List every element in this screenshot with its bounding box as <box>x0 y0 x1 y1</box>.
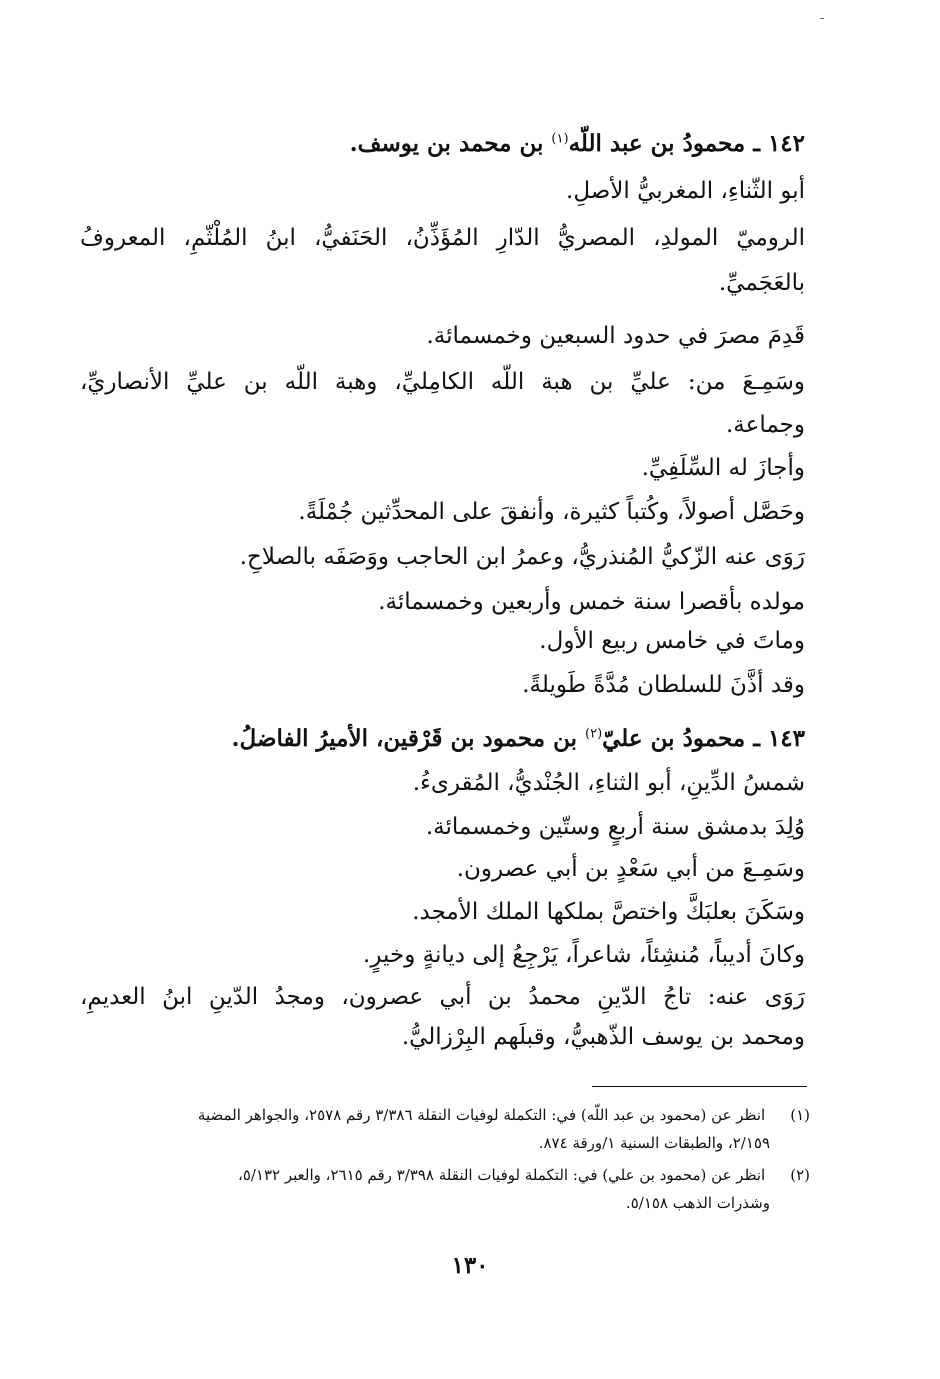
footnote-ref-2: (٢) <box>585 726 603 742</box>
text-line: شمسُ الدِّينِ، أبو الثناءِ، الجُنْديُّ، المُقرىءُ. <box>412 770 805 796</box>
text-line: وحَصَّل أصولاً، وكُتباً كثيرة، وأنفقَ على المحدِّثين جُمْلَةً. <box>298 499 805 525</box>
footnote-2-number: (٢) <box>790 1166 810 1184</box>
text-line: وجماعة. <box>726 412 805 438</box>
entry-142-name: محمودُ بن عبد اللّه <box>568 130 746 157</box>
scan-mark <box>820 18 824 19</box>
entry-142-rest: بن محمد بن يوسف. <box>349 130 552 157</box>
text-line: وكانَ أديباً، مُنشِئاً، شاعراً، يَرْجِعُ إلى ديانةٍ وخيرٍ. <box>363 942 805 968</box>
footnote-2-line-1 <box>238 1166 810 1184</box>
footnote-1-number: (١) <box>790 1106 810 1124</box>
text-line: قَدِمَ مصرَ في حدود السبعين وخمسمائة. <box>426 323 805 349</box>
footnote-ref-1: (١) <box>551 131 569 147</box>
entry-142-heading <box>350 130 805 157</box>
page-number: ١٣٠ <box>451 1252 489 1279</box>
text-line: وأجازَ له السِّلَفِيِّ. <box>641 455 805 481</box>
text-line: مولده بأقصرا سنة خمس وأربعين وخمسمائة. <box>378 589 805 615</box>
text-line: وسَمِـعَ من: عليِّ بن هبة اللّه الكامِليِّ، وهبة اللّه بن عليِّ الأنصاريِّ، <box>80 369 805 395</box>
entry-143-rest: بن محمود بن قَرْقين، الأميرُ الفاضلُ. <box>231 725 585 752</box>
text-line: وقد أذَّنَ للسلطان مُدَّةً طَويلةً. <box>522 672 805 698</box>
text-line: أبو الثّناءِ، المغربيُّ الأصلِ. <box>566 178 805 204</box>
footnote-separator <box>592 1086 807 1087</box>
entry-143-name: محمودُ بن عليّ <box>602 725 746 752</box>
text-line: الروميّ المولدِ، المصريُّ الدّارِ المُؤَذِّنُ، الحَنَفيُّ، ابنُ المُلْثّمِ، المعروفُ <box>80 225 805 251</box>
text-line: وسَكَنَ بعلبَكَّ واختصَّ بملكها الملك الأمجد. <box>412 899 805 925</box>
text-line: رَوَى عنه الزّكيُّ المُنذريُّ، وعمرُ ابن الحاجب ووَصَفَه بالصلاحِ. <box>239 544 805 570</box>
footnote-2-text: انظر عن (محمود بن علي) في: التكملة لوفيات النقلة ٣/٣٩٨ رقم ٢٦١٥، والعبر ٥/١٣٢، <box>237 1166 766 1184</box>
footnote-1-text: انظر عن (محمود بن عبد اللّه) في: التكملة لوفيات النقلة ٣/٣٨٦ رقم ٢٥٧٨، والجواهر المضية <box>197 1106 766 1124</box>
text-line: وماتَ في خامس ربيع الأول. <box>539 628 805 654</box>
footnote-1-line-2: ٢/١٥٩، والطبقات السنية ١/ورقة ٨٧٤. <box>538 1134 770 1152</box>
text-line: وُلِدَ بدمشق سنة أربعٍ وستّين وخمسمائة. <box>425 814 805 840</box>
entry-143-number: ١٤٣ ـ <box>753 725 805 752</box>
text-line: رَوَى عنه: تاجُ الدّينِ محمدُ بن أبي عصرون، ومجدُ الدّينِ ابنُ العديمِ، <box>80 984 805 1010</box>
footnote-2-line-2: وشذرات الذهب ٥/١٥٨. <box>625 1194 770 1212</box>
footnotes <box>80 1100 810 1240</box>
footnote-1-line-1 <box>198 1106 810 1124</box>
entry-143-heading <box>232 725 805 752</box>
main-text <box>80 0 805 1060</box>
text-line: ومحمد بن يوسف الذّهبيُّ، وقبلَهم البِرْزاليُّ. <box>401 1024 805 1050</box>
text-line: وسَمِـعَ من أبي سَعْدٍ بن أبي عصرون. <box>456 856 805 882</box>
entry-142-number: ١٤٢ ـ <box>753 130 805 157</box>
text-line: بالعَجَميِّ. <box>718 270 805 296</box>
